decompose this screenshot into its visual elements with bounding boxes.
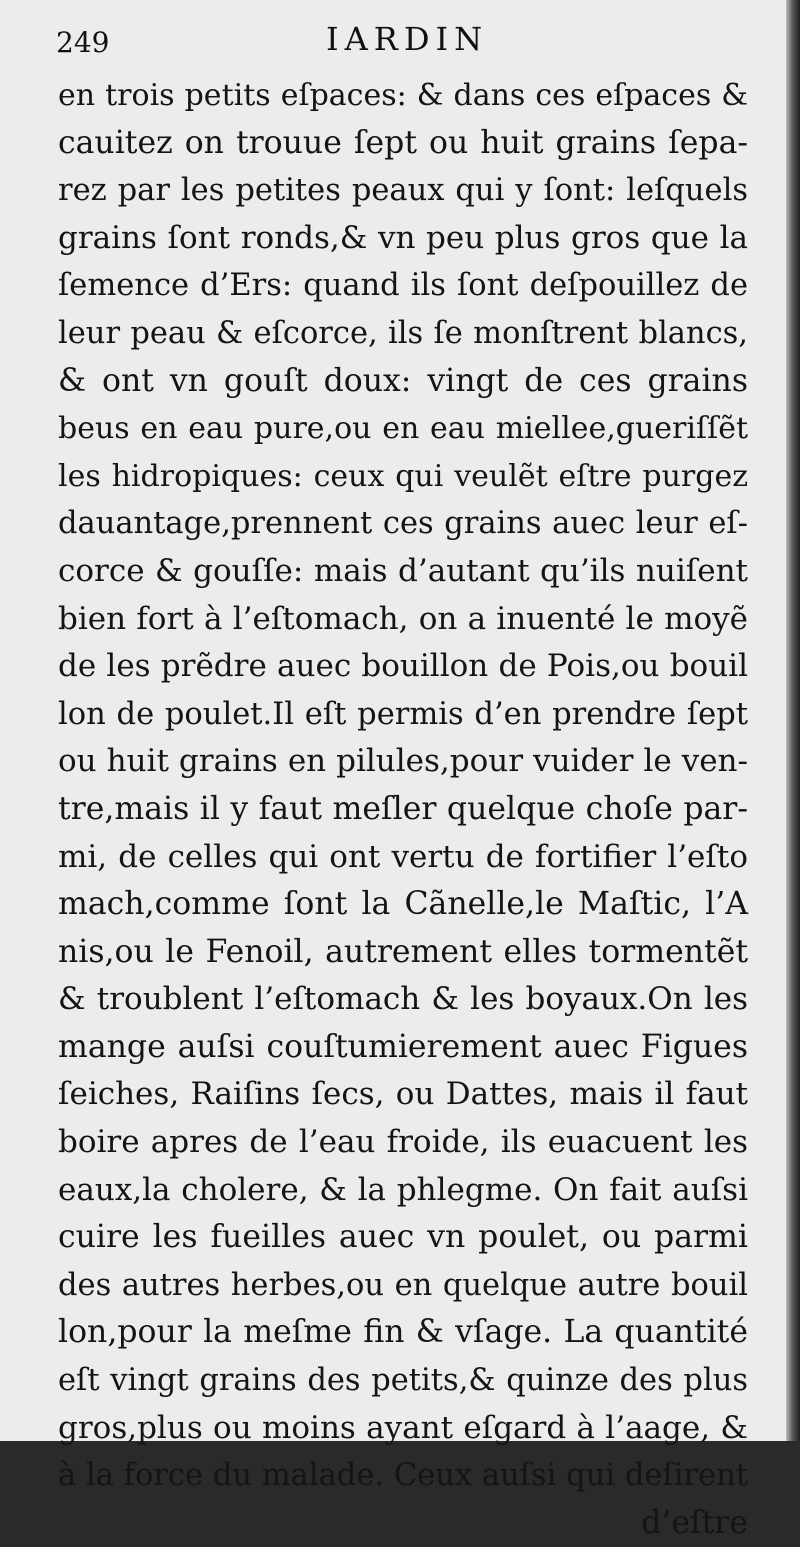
text-line: boire apres de l’eau froide, ils euacuent les	[58, 1124, 748, 1161]
text-line: ſeiches, Raiſins ſecs, ou Dattes, mais il faut	[58, 1076, 748, 1113]
text-line: en trois petits eſpaces: & dans ces eſpaces &	[58, 78, 748, 113]
text-line: grains ſont ronds,& vn peu plus gros que la	[58, 219, 748, 256]
text-line: eſt vingt grains des petits,& quinze des plus	[58, 1363, 748, 1399]
text-line: eaux,la cholere, & la phlegme. On fait auſsi	[58, 1171, 748, 1208]
body-text	[58, 72, 748, 1547]
text-line: mi, de celles qui ont vertu de fortifier l’eſto	[58, 838, 748, 875]
text-line: à la force du malade. Ceux auſsi qui deſirent	[58, 1458, 748, 1494]
text-line: les hidropiques: ceux qui veulẽt eſtre purgez	[58, 458, 748, 494]
text-line: leur peau & eſcorce, ils ſe monſtrent blancs,	[58, 315, 748, 351]
catchword: d’eſtre	[641, 1504, 748, 1541]
text-line: gros,plus ou moins ayant eſgard à l’aage, &	[58, 1409, 748, 1446]
text-line: & ont vn gouſt doux: vingt de ces grains	[58, 362, 748, 399]
text-line: bien fort à l’eſtomach, on a inuenté le moyẽ	[58, 600, 748, 637]
text-line: rez par les petites peaux qui y ſont: leſquels	[58, 173, 748, 209]
running-head	[56, 18, 736, 66]
text-line: mange auſsi couſtumierement auec Figues	[58, 1028, 748, 1065]
text-line: beus en eau pure,ou en eau miellee,gueriſſẽt	[58, 411, 748, 447]
text-line: tre,mais il y faut meſler quelque choſe par-	[58, 790, 748, 827]
text-line: ou huit grains en pilules,pour vuider le ven-	[58, 743, 748, 780]
text-line: des autres herbes,ou en quelque autre bouil	[58, 1267, 748, 1303]
text-line: cuire les fueilles auec vn poulet, ou parmi	[58, 1219, 748, 1256]
text-line: ſemence d’Ers: quand ils ſont deſpouillez de	[58, 268, 748, 304]
text-line: mach,comme ſont la Cãnelle,le Maſtic, l’A	[58, 886, 748, 923]
text-line: nis,ou le Fenoil, autrement elles tormentẽt	[58, 933, 748, 970]
text-line: & troublent l’eſtomach & les boyaux.On les	[58, 981, 748, 1018]
text-line: corce & gouſſe: mais d’autant qu’ils nuiſent	[58, 552, 748, 589]
text-line: lon de poulet.Il eſt permis d’en prendre ſept	[58, 696, 748, 732]
text-line: dauantage,prennent ces grains auec leur eſ-	[58, 506, 748, 542]
text-line: cauitez on trouue ſept ou huit grains ſepa-	[58, 124, 748, 161]
text-line: de les prẽdre auec bouillon de Pois,ou bouil	[58, 648, 748, 685]
running-title: IARDIN	[326, 20, 489, 58]
page-number: 249	[56, 26, 110, 59]
page-edge-shadow	[786, 0, 800, 1441]
text-line: lon,pour la meſme fin & vſage. La quantité	[58, 1314, 748, 1351]
